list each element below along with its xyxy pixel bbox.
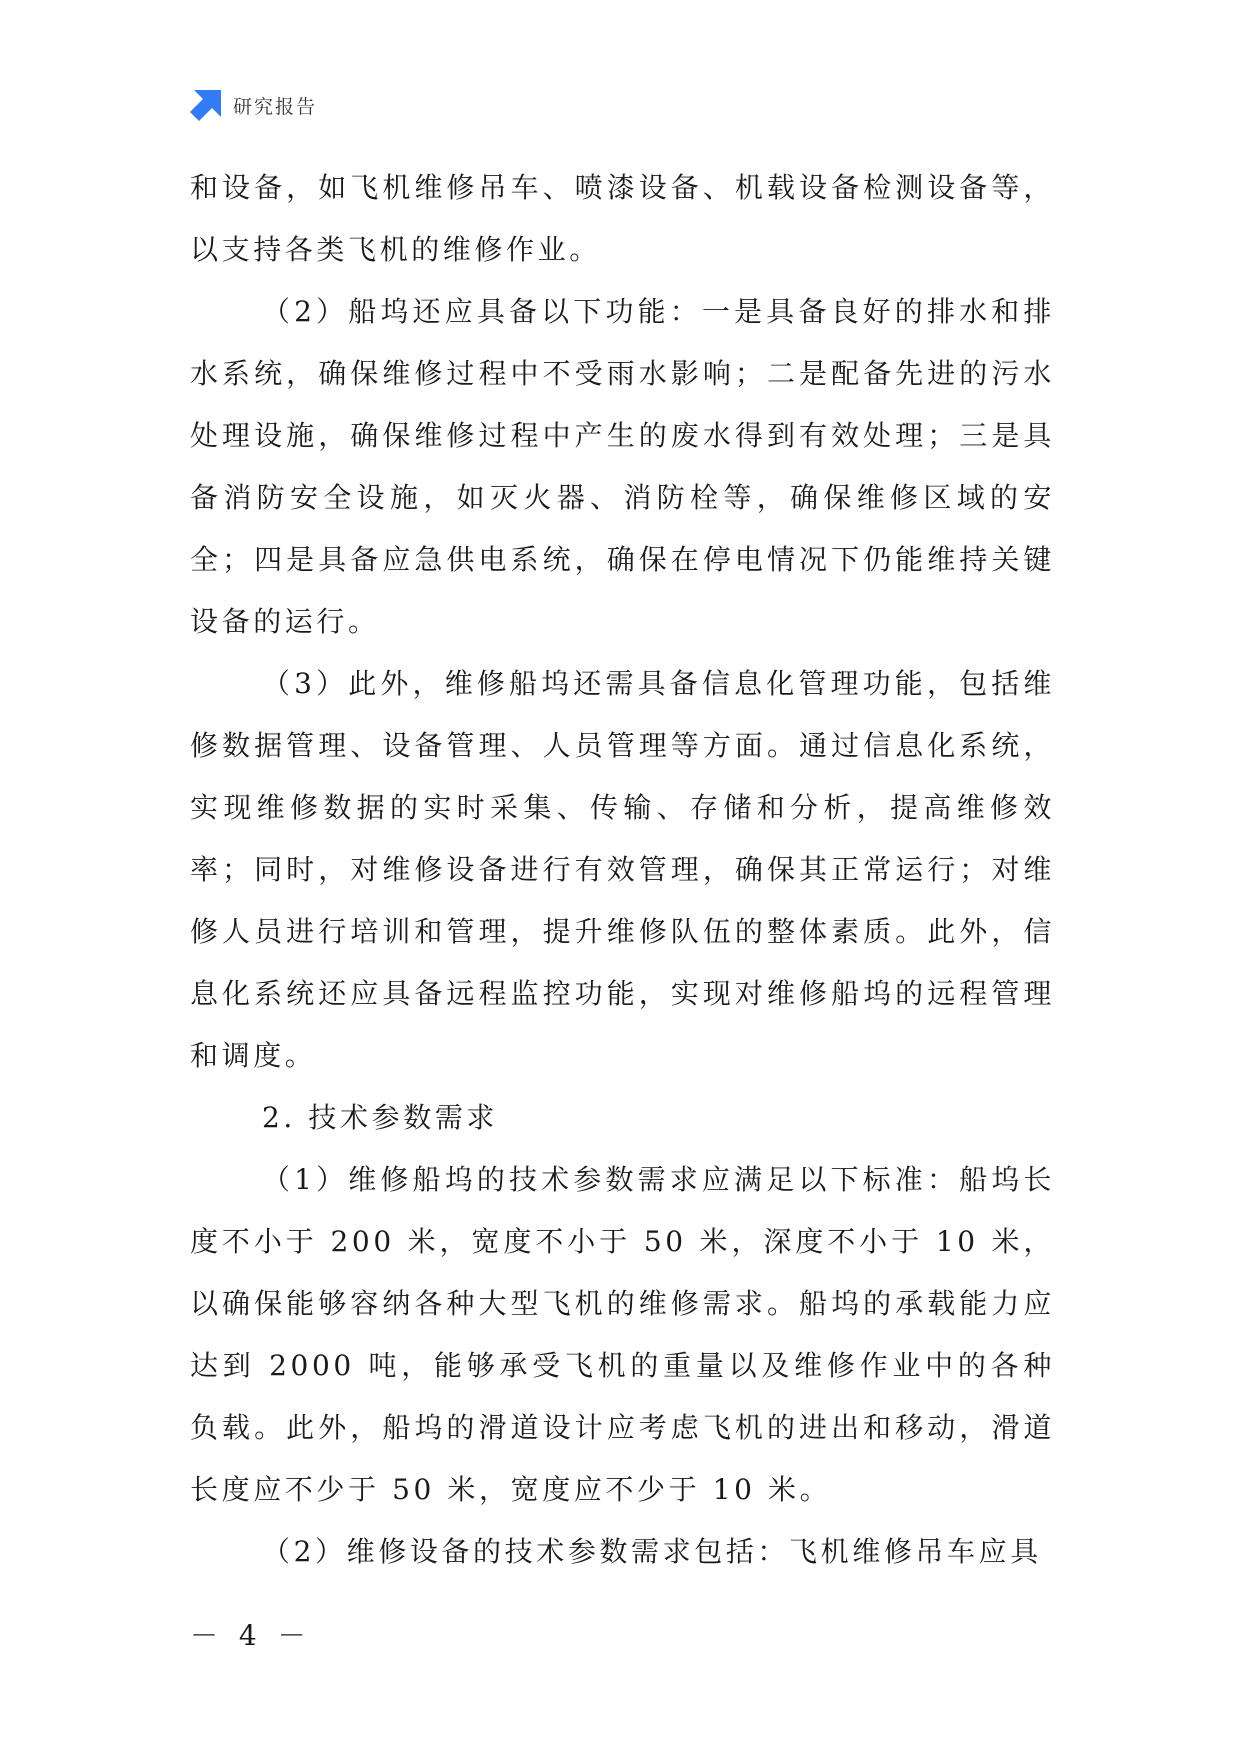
paragraph-item-2: （2）船坞还应具备以下功能：一是具备良好的排水和排水系统，确保维修过程中不受雨水影响；二是配备先进的污水处理设施，确保维修过程中产生的废水得到有效处理；三是具备消防安全设施，如灭火器、消防栓等，确保维修区域的安全；四是具备应急供电系统，确保在停电情况下仍能维持关键设备的运行。 bbox=[190, 295, 1055, 638]
page-number: － 4 － bbox=[190, 1619, 312, 1652]
paragraph-item-3: （3）此外，维修船坞还需具备信息化管理功能，包括维修数据管理、设备管理、人员管理等方面。通过信息化系统，实现维修数据的实时采集、传输、存储和分析，提高维修效率；同时，对维修设备进行有效管理，确保其正常运行；对维修人员进行培训和管理，提升维修队伍的整体素质。此外，信息化系统还应具备远程监控功能，实现对维修船坞的远程管理和调度。 bbox=[190, 667, 1055, 1072]
header-title: 研究报告 bbox=[233, 95, 318, 118]
document-body bbox=[190, 157, 1055, 1583]
paragraph-technical-2: （2）维修设备的技术参数需求包括：飞机维修吊车应具 bbox=[262, 1535, 1042, 1568]
page-header bbox=[190, 90, 317, 120]
paragraph-continued: 和设备，如飞机维修吊车、喷漆设备、机载设备检测设备等，以支持各类飞机的维修作业。 bbox=[190, 171, 1055, 266]
section-heading: 2. 技术参数需求 bbox=[262, 1101, 499, 1134]
arrow-up-right-logo-icon bbox=[190, 90, 221, 121]
paragraph-technical-1: （1）维修船坞的技术参数需求应满足以下标准：船坞长度不小于 200 米，宽度不小于 50 米，深度不小于 10 米，以确保能够容纳各种大型飞机的维修需求。船坞的承载能力应达到 2000 吨，能够承受飞机的重量以及维修作业中的各种负载。此外，船坞的滑道设计应考虑飞机的进出和移动，滑道长度应不少于 50 米，宽度应不少于 10 米。 bbox=[190, 1163, 1055, 1506]
